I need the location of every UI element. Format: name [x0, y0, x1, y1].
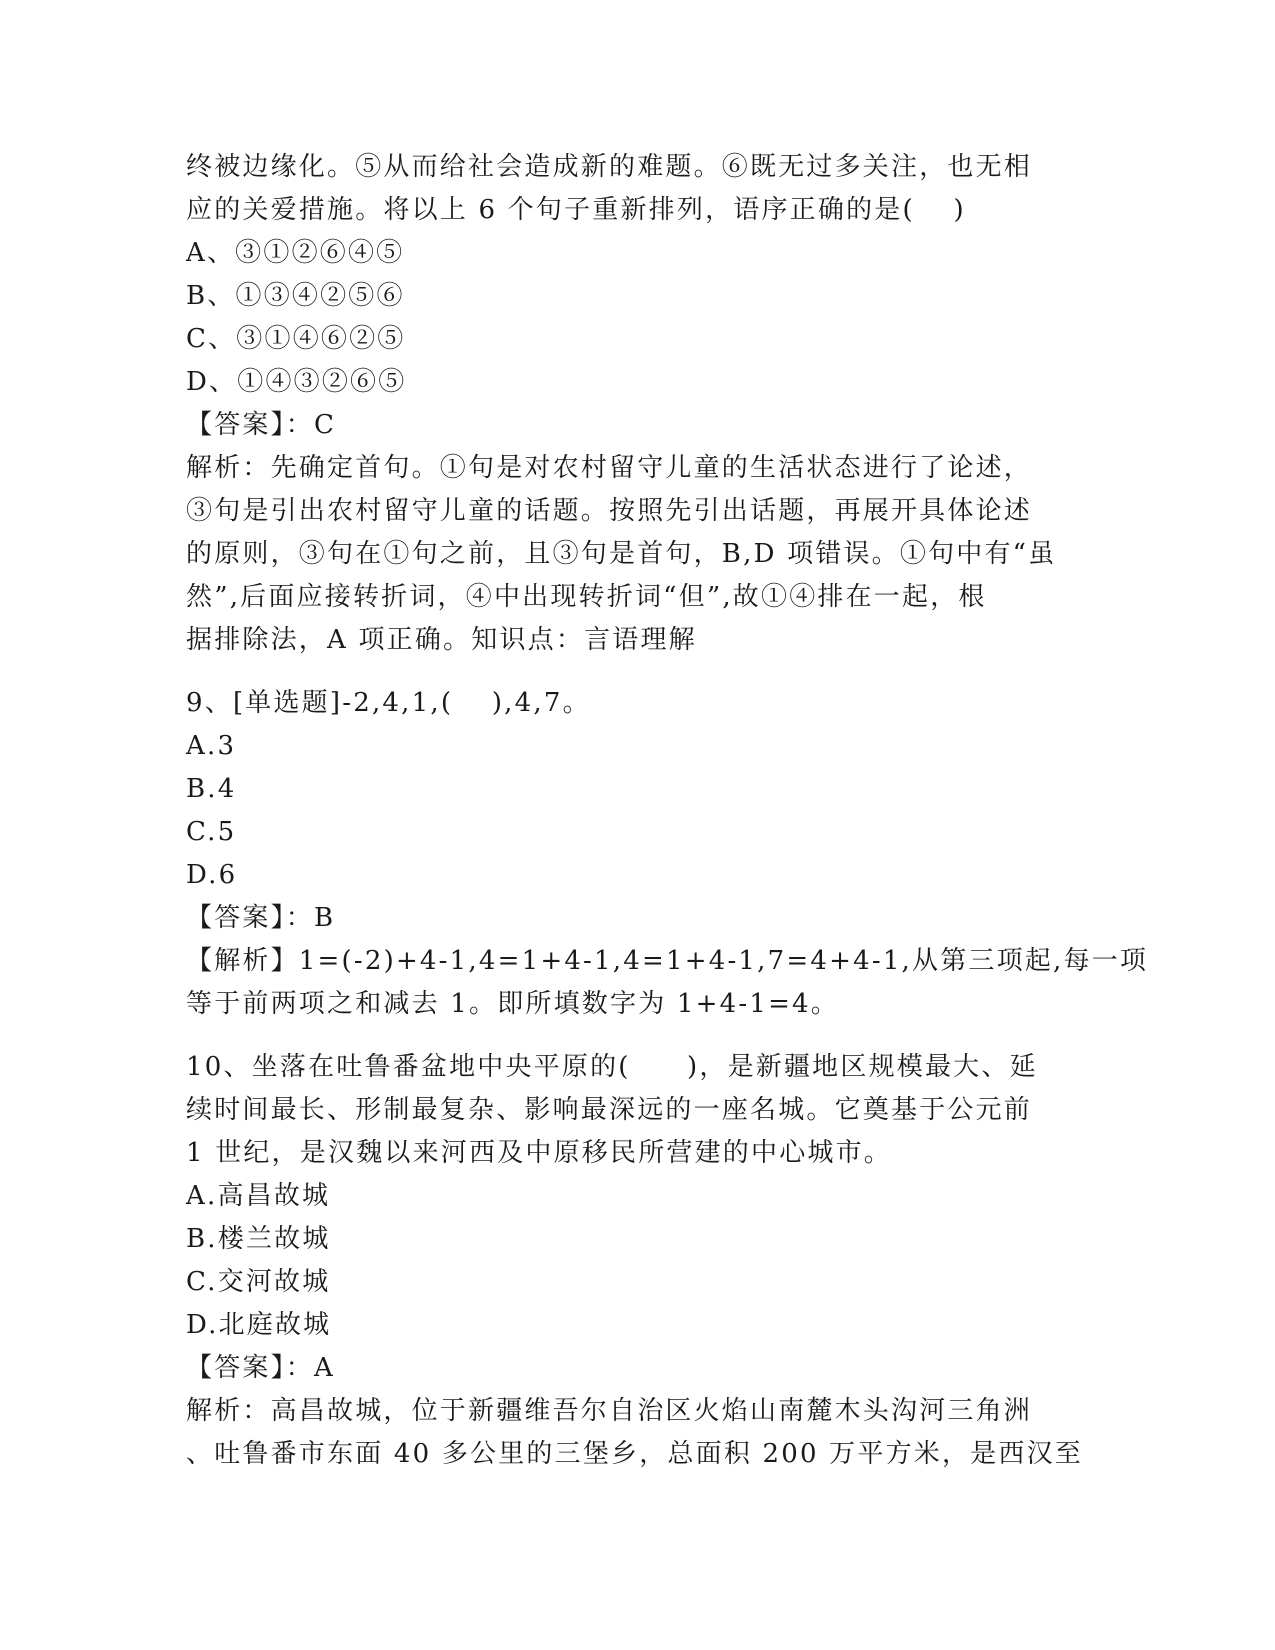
q10-option-d: D.北庭故城 — [186, 1310, 332, 1340]
q8-answer: 【答案】：C — [186, 410, 337, 440]
q9-option-a: A.3 — [186, 731, 237, 761]
q8-analysis-line-1: 解析：先确定首句。①句是对农村留守儿童的生活状态进行了论述， — [186, 453, 1033, 483]
q9-analysis-line-1: 【解析】1=(-2)+4-1,4=1+4-1,4=1+4-1,7=4+4-1,从第三项起,每一项 — [186, 946, 1149, 976]
q10-analysis-line-1: 解析：高昌故城，位于新疆维吾尔自治区火焰山南麓木头沟河三角洲 — [186, 1396, 1033, 1426]
q9-option-d: D.6 — [186, 860, 238, 890]
q9-stem-line-1: 9、[单选题]-2,4,1,( ),4,7。 — [186, 688, 591, 718]
q8-stem-line-1: 终被边缘化。⑤从而给社会造成新的难题。⑥既无过多关注，也无相 — [186, 152, 1033, 182]
question-8 — [186, 146, 1086, 662]
q8-option-c: C、③①④⑥②⑤ — [186, 324, 406, 354]
q8-option-b: B、①③④②⑤⑥ — [186, 281, 405, 311]
question-10 — [186, 1046, 1086, 1476]
q10-stem-line-3: 1 世纪，是汉魏以来河西及中原移民所营建的中心城市。 — [186, 1138, 893, 1168]
q10-option-c: C.交河故城 — [186, 1267, 331, 1297]
q8-analysis-line-5: 据排除法，A 项正确。知识点：言语理解 — [186, 625, 697, 655]
q8-option-a: A、③①②⑥④⑤ — [186, 238, 405, 268]
spacer — [186, 1026, 1086, 1046]
q8-analysis-line-3: 的原则，③句在①句之前，且③句是首句，B,D 项错误。①句中有“虽 — [186, 539, 1057, 569]
q10-analysis-line-2: 、吐鲁番市东面 40 多公里的三堡乡，总面积 200 万平方米，是西汉至 — [186, 1439, 1083, 1469]
q10-option-a: A.高昌故城 — [186, 1181, 331, 1211]
q8-analysis-line-4: 然”,后面应接转折词，④中出现转折词“但”,故①④排在一起，根 — [186, 582, 987, 612]
q8-stem-line-2: 应的关爱措施。将以上 6 个句子重新排列，语序正确的是( ) — [186, 195, 966, 225]
q9-answer: 【答案】：B — [186, 903, 336, 933]
q10-stem-line-1: 10、坐落在吐鲁番盆地中央平原的( )，是新疆地区规模最大、延 — [186, 1052, 1038, 1082]
spacer — [186, 662, 1086, 682]
q9-option-b: B.4 — [186, 774, 237, 804]
q10-option-b: B.楼兰故城 — [186, 1224, 331, 1254]
q8-option-d: D、①④③②⑥⑤ — [186, 367, 407, 397]
q10-answer: 【答案】：A — [186, 1353, 335, 1383]
question-9 — [186, 682, 1149, 1026]
q9-analysis-line-2: 等于前两项之和减去 1。即所填数字为 1+4-1=4。 — [186, 989, 839, 1019]
q9-option-c: C.5 — [186, 817, 237, 847]
q8-analysis-line-2: ③句是引出农村留守儿童的话题。按照先引出话题，再展开具体论述 — [186, 496, 1033, 526]
document-page — [186, 146, 1149, 1476]
q10-stem-line-2: 续时间最长、形制最复杂、影响最深远的一座名城。它奠基于公元前 — [186, 1095, 1033, 1125]
